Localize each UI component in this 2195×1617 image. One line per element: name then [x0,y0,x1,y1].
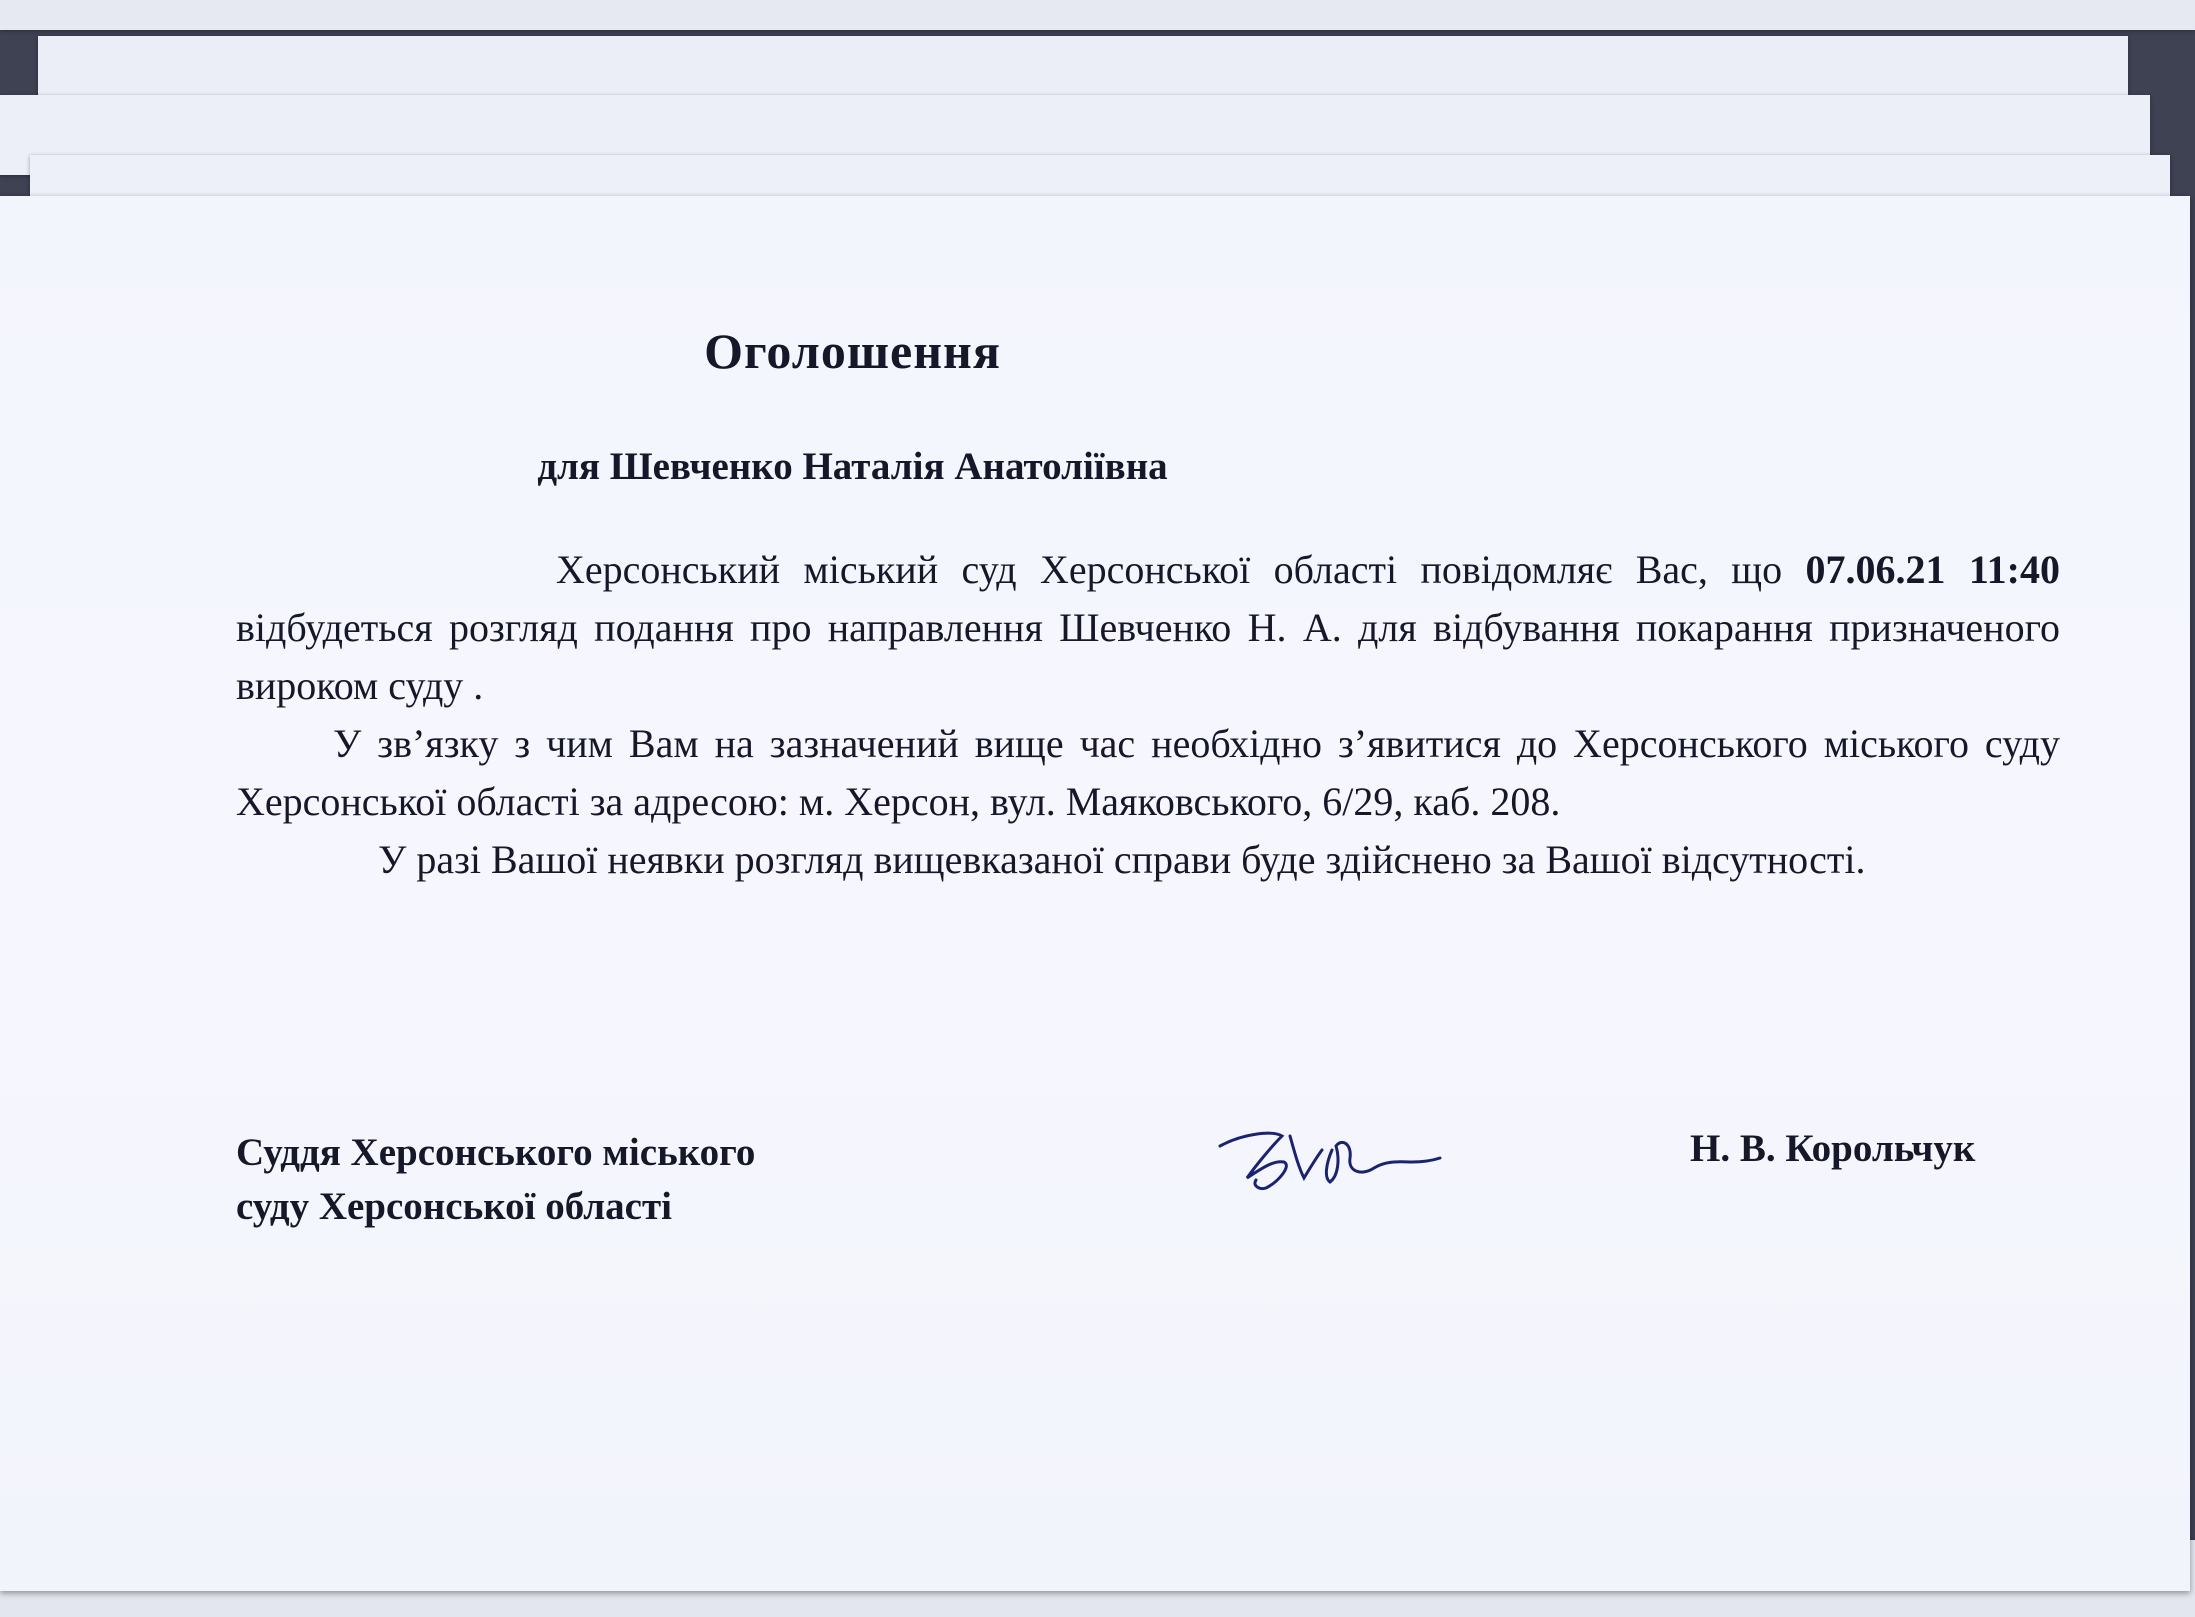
addressee-line: для Шевченко Наталія Анатоліївна [537,445,1168,488]
signatory-title-line: Суддя Херсонського міського [236,1131,756,1174]
background-sheet [0,0,2195,30]
paragraph-appearance: У зв’язку з чим Вам на зазначений вище час необхідно з’явитися до Херсонського міського суду Херсонської області за адресою: м. Херсон, вул. Маяковського, 6/29, каб. 208. [236,721,2060,824]
announcement-page [0,196,2190,1591]
body-text [236,541,2060,889]
paragraph-notice [236,541,2060,715]
document-title: Оголошення [704,323,1001,379]
signatory-title-line: суду Херсонської області [236,1185,672,1228]
handwritten-signature [1212,1116,1442,1206]
hearing-datetime: 07.06.21 11:40 [1805,547,2060,592]
paragraph-absence: У разі Вашої неявки розгляд вищевказаної справи буде здійснено за Вашої відсутності. [378,837,1866,882]
notice-intro: Херсонський міський суд Херсонської області повідомляє Вас, що [556,547,1806,592]
signatory-name: Н. В. Корольчук [1690,1127,1976,1170]
signatory-title [236,1126,755,1234]
notice-rest: відбудеться розгляд подання про направлення Шевченко Н. А. для відбування покарання призначеного вироком суду . [236,605,2060,708]
